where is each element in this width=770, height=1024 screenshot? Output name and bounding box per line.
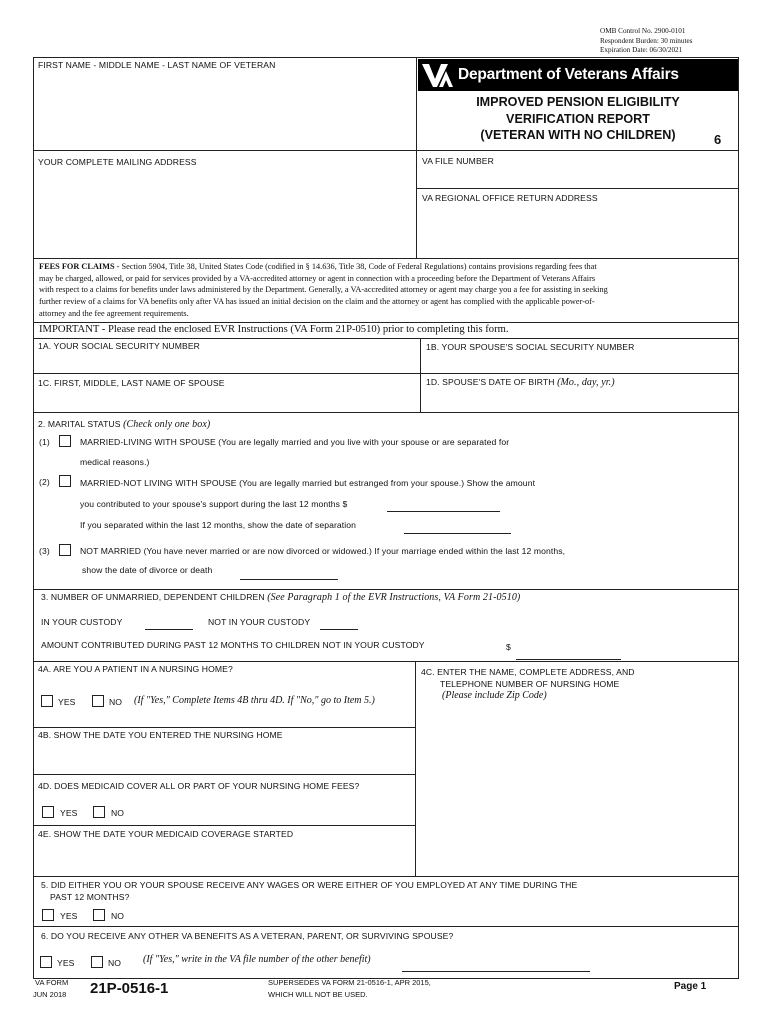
wages-no-checkbox[interactable]	[93, 909, 105, 921]
item-1d-text: 1D. SPOUSE'S DATE OF BIRTH	[426, 377, 555, 387]
amount-contributed-label: AMOUNT CONTRIBUTED DURING PAST 12 MONTHS TO CHILDREN NOT IN YOUR CUSTODY	[41, 640, 425, 650]
form-variant-number: 6	[714, 132, 722, 147]
fees-line-4: further review of a claims for VA benefits only after VA has issued an initial decision on the claim and the attorney or agent has complied with the applicable power-of-	[39, 297, 595, 307]
fees-paragraph	[39, 261, 735, 320]
in-custody-input[interactable]	[147, 617, 191, 629]
title-line-3: (VETERAN WITH NO CHILDREN)	[480, 128, 676, 142]
medicaid-yes-checkbox[interactable]	[42, 806, 54, 818]
item-1c-label: 1C. FIRST, MIDDLE, LAST NAME OF SPOUSE	[38, 378, 225, 388]
fees-heading: FEES FOR CLAIMS	[39, 262, 115, 271]
item-5-label-2: PAST 12 MONTHS?	[50, 892, 130, 902]
married-not-living-checkbox[interactable]	[59, 475, 71, 487]
not-married-checkbox[interactable]	[59, 544, 71, 556]
item-5-label-1: 5. DID EITHER YOU OR YOUR SPOUSE RECEIVE ANY WAGES OR WERE EITHER OF YOU EMPLOYED AT ANY TIME DURING THE	[41, 880, 578, 890]
separation-date-input[interactable]	[406, 521, 510, 533]
va-logo-icon	[420, 61, 454, 89]
medicaid-start-date-input[interactable]	[38, 846, 408, 866]
not-in-custody-input[interactable]	[322, 617, 356, 629]
divorce-date-input[interactable]	[242, 566, 337, 578]
amount-contributed-input[interactable]	[518, 645, 618, 658]
item-1a-label: 1A. YOUR SOCIAL SECURITY NUMBER	[38, 341, 200, 351]
header-divider-vertical	[416, 57, 417, 258]
option-2-number: (2)	[39, 477, 50, 487]
item-4c-label-1: 4C. ENTER THE NAME, COMPLETE ADDRESS, AND	[421, 667, 635, 677]
spouse-name-input[interactable]	[38, 393, 413, 407]
expiration-date: Expiration Date: 06/30/2021	[600, 46, 683, 55]
divider-after-important	[33, 338, 739, 339]
items-1-divider-vertical	[420, 338, 421, 412]
not-in-custody-line	[320, 629, 358, 630]
other-benefit-file-number-input[interactable]	[404, 958, 588, 970]
divider-items-1ab	[33, 373, 739, 374]
ssn-input[interactable]	[38, 356, 413, 370]
fees-line-2: may be charged, allowed, or paid for services provided by a VA-accredited attorney or agent in connection with a proceeding before the Department of Veterans Affairs	[39, 273, 596, 283]
fees-line-3: with respect to a claims for benefits under laws administered by the Department. Generally, a VA-accredited attorney or agent may charge you a fee for assisting in seeking	[39, 285, 608, 295]
divider-after-items-1	[33, 412, 739, 413]
item-4b-label: 4B. SHOW THE DATE YOU ENTERED THE NURSING HOME	[38, 730, 283, 740]
item-4e-label: 4E. SHOW THE DATE YOUR MEDICAID COVERAGE STARTED	[38, 829, 294, 839]
option-3-divorce-text: show the date of divorce or death	[82, 565, 213, 575]
option-1-text-cont: medical reasons.)	[80, 457, 150, 467]
item-4a-hint: (If "Yes," Complete Items 4B thru 4D. If "No," go to Item 5.)	[134, 695, 375, 706]
wages-yes-label: YES	[60, 911, 78, 921]
divider-after-item-5	[33, 926, 739, 927]
married-living-checkbox[interactable]	[59, 435, 71, 447]
nursing-home-no-label: NO	[109, 697, 123, 707]
other-benefits-yes-label: YES	[57, 958, 75, 968]
item-1d-label	[426, 377, 615, 388]
divider-after-4a	[33, 727, 415, 728]
nursing-home-no-checkbox[interactable]	[92, 695, 104, 707]
other-benefits-yes-checkbox[interactable]	[40, 956, 52, 968]
divider-after-item-2	[33, 589, 739, 590]
footer-supersedes-2: WHICH WILL NOT BE USED.	[268, 990, 368, 999]
other-benefits-no-label: NO	[108, 958, 122, 968]
marital-heading-hint: (Check only one box)	[123, 419, 211, 430]
title-line-1: IMPROVED PENSION ELIGIBILITY	[476, 95, 680, 109]
mailing-address-label: YOUR COMPLETE MAILING ADDRESS	[38, 157, 197, 167]
amount-contributed-line	[516, 659, 621, 660]
marital-status-heading	[38, 419, 210, 430]
wages-yes-checkbox[interactable]	[42, 909, 54, 921]
va-file-number-label: VA FILE NUMBER	[422, 156, 494, 166]
option-3-text: NOT MARRIED (You have never married or are now divorced or widowed.) If your marriage ended within the last 12 months,	[80, 546, 566, 556]
option-3-number: (3)	[39, 546, 50, 556]
omb-control-number: OMB Control No. 2900-0101	[600, 27, 686, 35]
in-custody-line	[145, 629, 193, 630]
separation-date-line	[404, 533, 511, 534]
option-2-separation-text: If you separated within the last 12 months, show the date of separation	[80, 520, 357, 530]
divider-after-item-4	[33, 876, 739, 877]
item-1b-label: 1B. YOUR SPOUSE'S SOCIAL SECURITY NUMBER	[426, 342, 635, 352]
spouse-ssn-input[interactable]	[426, 356, 731, 370]
footer-page-number: Page 1	[674, 981, 707, 992]
va-file-number-input[interactable]	[422, 170, 732, 186]
item-4c-hint: (Please include Zip Code)	[442, 690, 547, 701]
divider-after-4b	[33, 774, 415, 775]
footer-date: JUN 2018	[33, 990, 67, 999]
support-amount-input[interactable]	[389, 499, 499, 511]
item-4d-label: 4D. DOES MEDICAID COVER ALL OR PART OF YOUR NURSING HOME FEES?	[38, 781, 360, 791]
regional-office-label: VA REGIONAL OFFICE RETURN ADDRESS	[422, 193, 598, 203]
children-heading	[41, 592, 520, 603]
medicaid-yes-label: YES	[60, 808, 78, 818]
nursing-home-yes-checkbox[interactable]	[41, 695, 53, 707]
nursing-home-yes-label: YES	[58, 697, 76, 707]
item-6-hint: (If "Yes," write in the VA file number of the other benefit)	[143, 954, 371, 965]
divider-after-4d	[33, 825, 415, 826]
children-heading-hint: (See Paragraph 1 of the EVR Instructions, VA Form 21-0510)	[267, 592, 521, 603]
divider-before-fees	[33, 258, 739, 259]
in-custody-label: IN YOUR CUSTODY	[41, 617, 123, 627]
divorce-date-line	[240, 579, 338, 580]
nursing-home-address-input[interactable]	[421, 706, 733, 871]
item-6-label: 6. DO YOU RECEIVE ANY OTHER VA BENEFITS AS A VETERAN, PARENT, OR SURVIVING SPOUSE?	[41, 931, 454, 941]
divider-after-name	[33, 150, 739, 151]
spouse-dob-input[interactable]	[426, 393, 731, 407]
medicaid-no-label: NO	[111, 808, 125, 818]
fees-line-5: attorney and the fee agreement requirements.	[39, 308, 189, 318]
divider-after-item-3	[33, 661, 739, 662]
item-4c-label-2: TELEPHONE NUMBER OF NURSING HOME	[440, 679, 620, 689]
divider-after-file-number	[416, 188, 739, 189]
not-in-custody-label: NOT IN YOUR CUSTODY	[208, 617, 311, 627]
respondent-burden: Respondent Burden: 30 minutes	[600, 36, 693, 45]
footer-va-form: VA FORM	[35, 978, 69, 987]
support-amount-line	[387, 511, 500, 512]
nursing-entry-date-input[interactable]	[38, 748, 408, 768]
other-benefit-file-number-line	[402, 971, 590, 972]
mailing-address-input[interactable]	[38, 174, 408, 252]
other-benefits-no-checkbox[interactable]	[91, 956, 103, 968]
title-line-2: VERIFICATION REPORT	[506, 111, 650, 126]
item-1d-hint: (Mo., day, yr.)	[557, 377, 615, 388]
important-note: IMPORTANT - Please read the enclosed EVR Instructions (VA Form 21P-0510) prior to completing this form.	[39, 324, 509, 335]
children-heading-text: 3. NUMBER OF UNMARRIED, DEPENDENT CHILDREN	[41, 592, 265, 602]
veteran-name-label: FIRST NAME - MIDDLE NAME - LAST NAME OF VETERAN	[38, 60, 276, 70]
veteran-name-input[interactable]	[38, 76, 408, 146]
option-2-support-text: you contributed to your spouse's support during the last 12 months $	[80, 499, 348, 509]
option-1-number: (1)	[39, 437, 50, 447]
item-4a-label: 4A. ARE YOU A PATIENT IN A NURSING HOME?	[38, 664, 233, 674]
option-2-text: MARRIED-NOT LIVING WITH SPOUSE (You are legally married but estranged from your spouse.) Show the amount	[80, 478, 536, 488]
divider-before-important	[33, 322, 739, 323]
amount-dollar-sign: $	[506, 642, 511, 652]
option-1-text: MARRIED-LIVING WITH SPOUSE (You are legally married and you live with your spouse or are separated for	[80, 437, 510, 447]
footer-supersedes-1: SUPERSEDES VA FORM 21-0516-1, APR 2015,	[268, 978, 431, 987]
form-title	[418, 94, 738, 144]
wages-no-label: NO	[111, 911, 125, 921]
medicaid-no-checkbox[interactable]	[93, 806, 105, 818]
dept-name: Department of Veterans Affairs	[458, 66, 679, 83]
footer-form-number: 21P-0516-1	[90, 980, 169, 997]
item-4-divider-vertical	[415, 661, 416, 876]
omb-block	[600, 27, 692, 56]
marital-heading-text: 2. MARITAL STATUS	[38, 419, 121, 429]
fees-line-1: - Section 5904, Title 38, United States Code (codified in § 14.636, Title 38, Code of Federal Regulations) contains provisions regarding fees that	[114, 262, 597, 271]
